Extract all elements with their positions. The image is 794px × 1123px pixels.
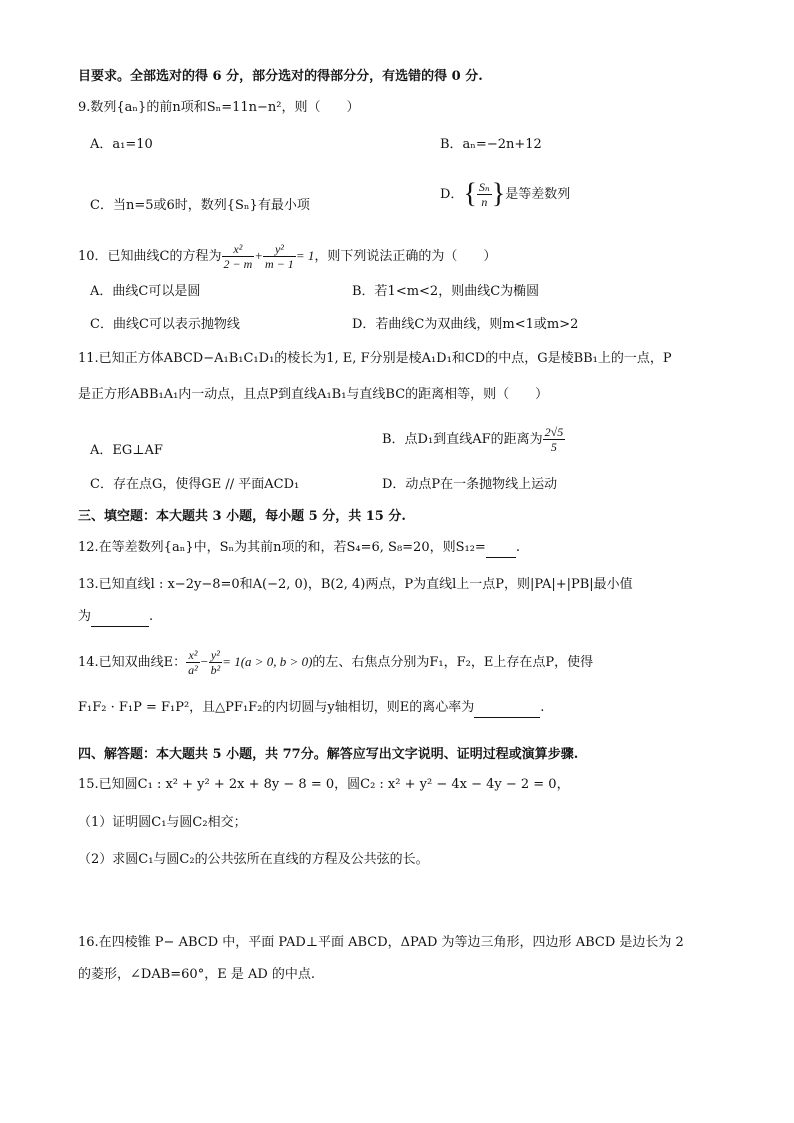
- section-4-heading: 四、解答题：本大题共 5 小题，共 77分。解答应写出文字说明、证明过程或演算步骤.: [78, 747, 579, 762]
- q10-option-a: A．曲线C可以是圆: [90, 284, 201, 299]
- q14-frac-1: [186, 648, 200, 677]
- q14-answer-blank[interactable]: [474, 699, 540, 718]
- q14-prefix: 14.已知双曲线E：: [78, 655, 187, 670]
- q14-suffix: 的左、右焦点分别为F₁，F₂，E上存在点P，使得: [312, 655, 594, 670]
- q13-tail: .: [149, 609, 154, 624]
- q10-stem: [78, 236, 496, 277]
- q14-condition: = 1(a > 0, b > 0): [222, 654, 313, 669]
- q10-rhs: = 1: [295, 248, 315, 263]
- q9-option-a: A．a₁=10: [90, 137, 153, 152]
- q15-part-2: （2）求圆C₁与圆C₂的公共弦所在直线的方程及公共弦的长。: [78, 852, 429, 867]
- q13-line-2: [78, 608, 153, 627]
- q14-frac-2-num: y²: [209, 648, 223, 663]
- q13-line-2-prefix: 为: [78, 609, 92, 624]
- q11-option-b: [382, 420, 565, 460]
- q12-tail: .: [515, 540, 520, 555]
- q11-line-1: 11.已知正方体ABCD−A₁B₁C₁D₁的棱长为1, E, F分别是棱A₁D₁和CD的中点，G是棱BB₁上的一点，P: [78, 351, 672, 366]
- q13-line-1: 13.已知直线l : x−2y−8=0和A(−2, 0)，B(2, 4)两点，P为直线l上一点P，则|PA|+|PB|最小值: [78, 577, 633, 592]
- q11-option-d: D．动点P在一条抛物线上运动: [382, 477, 558, 492]
- q10-plus: +: [254, 248, 264, 263]
- q10-frac-1-num: x²: [222, 242, 255, 257]
- q10-frac-1-den: 2 − m: [223, 257, 253, 271]
- q14-minus: −: [199, 654, 209, 669]
- q11-option-c: C．存在点G，使得GE // 平面ACD₁: [90, 477, 300, 492]
- q14-line-1: [78, 640, 593, 685]
- q16-line-2: 的菱形，∠DAB=60°，E 是 AD 的中点.: [78, 967, 316, 982]
- q9-option-c: C．当n=5或6时，数列{Sₙ}有最小项: [90, 198, 310, 213]
- q12: [78, 539, 520, 558]
- q15-part-1: （1）证明圆C₁与圆C₂相交；: [78, 815, 247, 830]
- q13-answer-blank[interactable]: [91, 608, 149, 627]
- q14-frac-2-den: b²: [210, 663, 221, 677]
- q9-option-d-prefix: D．: [440, 187, 464, 202]
- q10-stem-suffix: ，则下列说法正确的为（ ）: [314, 249, 497, 264]
- q9-option-b: B．aₙ=−2n+12: [440, 137, 542, 152]
- q10-stem-prefix: 10．已知曲线C的方程为: [78, 249, 222, 264]
- q16-line-1: 16.在四棱锥 P− ABCD 中，平面 PAD⊥平面 ABCD，ΔPAD 为等边三角形，四边形 ABCD 是边长为 2: [78, 935, 684, 950]
- q10-frac-2: [263, 242, 296, 271]
- q14-frac-1-den: a²: [188, 663, 198, 677]
- q14-tail: .: [540, 700, 545, 715]
- q9-stem: 9.数列{aₙ}的前n项和Sₙ=11n−n²，则（ ）: [78, 100, 360, 115]
- intro-text: 目要求。全部选对的得 6 分，部分选对的得部分分，有选错的得 0 分.: [78, 69, 483, 84]
- q14-frac-1-num: x²: [186, 648, 200, 663]
- q11-option-b-prefix: B．点D₁到直线AF的距离为: [382, 432, 543, 447]
- q10-option-d: D．若曲线C为双曲线，则m<1或m>2: [352, 317, 579, 332]
- q9-option-d: D．{ $\frac{\text{Sₙ}}{n}$ }是等差数列: [440, 178, 571, 210]
- q10-frac-2-num: y²: [263, 242, 296, 257]
- q9-option-d-fraction: [477, 180, 492, 209]
- q9-option-d-den: n: [481, 195, 488, 209]
- q12-answer-blank[interactable]: [486, 539, 516, 558]
- q11-option-a: A．EG⊥AF: [90, 443, 163, 458]
- q11-option-b-fraction: [543, 425, 566, 454]
- q11-line-2: 是正方形ABB₁A₁内一动点，且点P到直线A₁B₁与直线BC的距离相等，则（ ）: [78, 387, 549, 402]
- q10-frac-1: [222, 242, 255, 271]
- q12-text: 12.在等差数列{aₙ}中，Sₙ为其前n项的和，若S₄=6, S₈=20，则S₁₂=: [78, 540, 486, 555]
- q15-stem: 15.已知圆C₁ : x² + y² + 2x + 8y − 8 = 0，圆C₂ : x² + y² − 4x − 4y − 2 = 0，: [78, 777, 570, 792]
- section-3-heading: 三、填空题：本大题共 3 小题，每小题 5 分，共 15 分.: [78, 509, 406, 524]
- q10-option-b: B．若1<m<2，则曲线C为椭圆: [352, 284, 540, 299]
- q9-option-d-num: Sₙ: [478, 180, 490, 194]
- q14-frac-2: [209, 648, 223, 677]
- q10-frac-2-den: m − 1: [265, 257, 294, 271]
- q9-option-d-suffix: 是等差数列: [505, 187, 571, 202]
- q11-option-b-num: 2√5: [544, 425, 564, 439]
- q11-option-b-den: 5: [550, 440, 557, 454]
- q10-option-c: C．曲线C可以表示抛物线: [90, 317, 240, 332]
- q14-line-2: [78, 699, 544, 718]
- q14-line-2-text: F₁F₂ · F₁P = F₁P²，且△PF₁F₂的内切圆与y轴相切，则E的离心率为: [78, 700, 475, 715]
